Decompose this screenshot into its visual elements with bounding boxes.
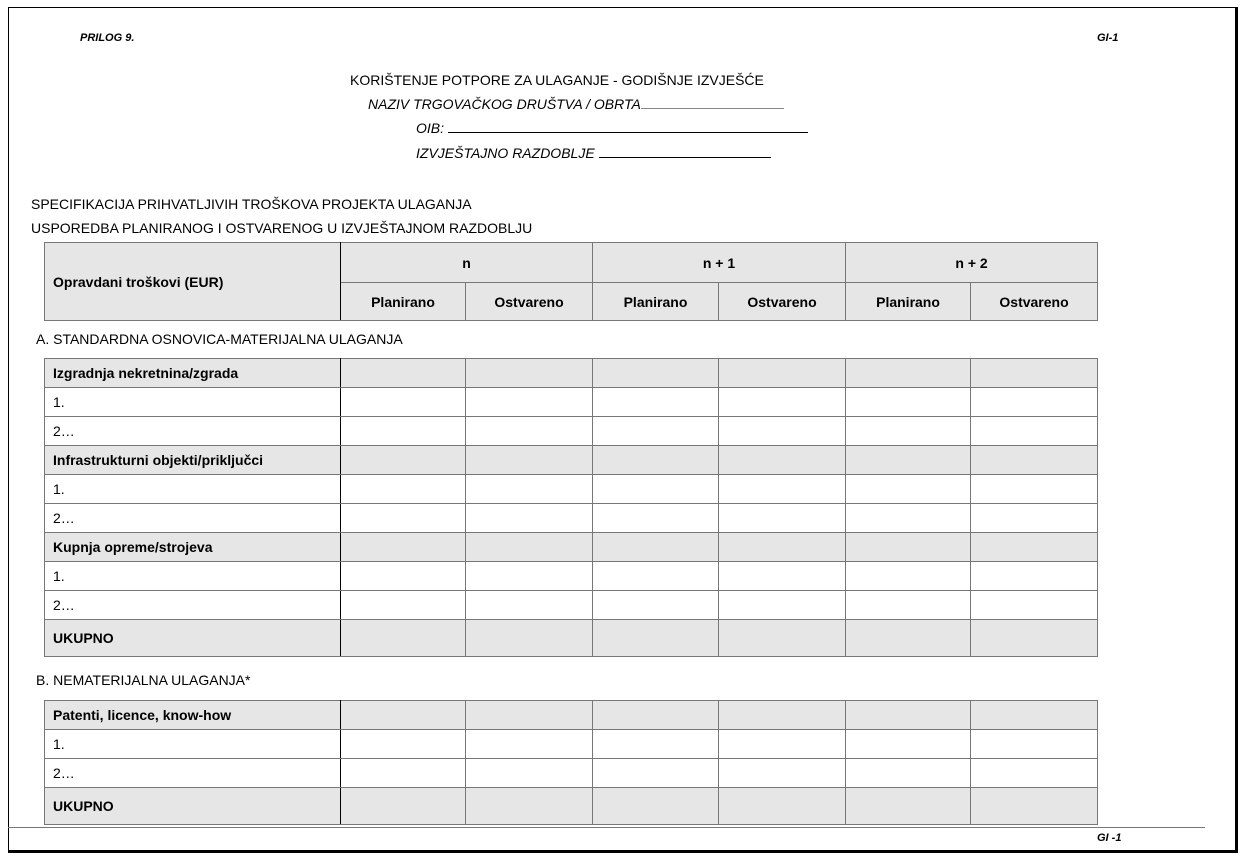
value-cell[interactable]: [846, 417, 971, 446]
header-year: n + 2: [846, 243, 1098, 283]
table-row: [45, 446, 1098, 475]
table-row: [45, 359, 1098, 388]
row-label: 2…: [45, 417, 341, 446]
value-cell[interactable]: [971, 533, 1098, 562]
value-cell[interactable]: [846, 562, 971, 591]
value-cell[interactable]: [593, 701, 719, 730]
header-planned: Planirano: [846, 283, 971, 321]
row-label: UKUPNO: [45, 620, 341, 657]
form-code: GI-1: [1097, 32, 1119, 44]
value-cell[interactable]: [341, 388, 466, 417]
value-cell[interactable]: [846, 759, 971, 788]
header-realized: Ostvareno: [719, 283, 846, 321]
value-cell[interactable]: [466, 475, 593, 504]
oib-label: OIB:: [416, 120, 445, 136]
table-row: [45, 417, 1098, 446]
value-cell[interactable]: [971, 562, 1098, 591]
value-cell[interactable]: [593, 475, 719, 504]
value-cell[interactable]: [846, 788, 971, 825]
row-label: 2…: [45, 591, 341, 620]
value-cell[interactable]: [971, 730, 1098, 759]
value-cell[interactable]: [719, 417, 846, 446]
value-cell[interactable]: [846, 701, 971, 730]
form-title: KORIŠTENJE POTPORE ZA ULAGANJE - GODIŠNJE IZVJEŠĆE: [350, 72, 764, 88]
footer-divider: [8, 827, 1205, 828]
value-cell[interactable]: [971, 788, 1098, 825]
value-cell[interactable]: [971, 591, 1098, 620]
value-cell[interactable]: [971, 620, 1098, 657]
header-costs: Opravdani troškovi (EUR): [45, 243, 341, 321]
value-cell[interactable]: [846, 388, 971, 417]
value-cell[interactable]: [466, 359, 593, 388]
section-b-table: [44, 700, 1098, 825]
value-cell[interactable]: [719, 533, 846, 562]
row-label: 1.: [45, 475, 341, 504]
value-cell[interactable]: [593, 359, 719, 388]
value-cell[interactable]: [719, 701, 846, 730]
oib-field[interactable]: [416, 120, 808, 136]
value-cell[interactable]: [466, 701, 593, 730]
value-cell[interactable]: [593, 417, 719, 446]
value-cell[interactable]: [466, 446, 593, 475]
value-cell[interactable]: [341, 701, 466, 730]
value-cell[interactable]: [466, 730, 593, 759]
row-label: Patenti, licence, know-how: [45, 701, 341, 730]
value-cell[interactable]: [466, 562, 593, 591]
value-cell[interactable]: [593, 533, 719, 562]
value-cell[interactable]: [719, 475, 846, 504]
period-field[interactable]: [416, 145, 771, 161]
footer-code: GI -1: [1097, 832, 1122, 844]
value-cell[interactable]: [846, 446, 971, 475]
value-cell[interactable]: [971, 701, 1098, 730]
value-cell[interactable]: [719, 446, 846, 475]
value-cell[interactable]: [719, 759, 846, 788]
value-cell[interactable]: [466, 388, 593, 417]
value-cell[interactable]: [341, 359, 466, 388]
value-cell[interactable]: [593, 620, 719, 657]
comparison-heading: USPOREDBA PLANIRANOG I OSTVARENOG U IZVJEŠTAJNOM RAZDOBLJU: [31, 220, 533, 236]
section-b-title: B. NEMATERIJALNA ULAGANJA*: [36, 672, 251, 688]
value-cell[interactable]: [719, 504, 846, 533]
row-label: 1.: [45, 730, 341, 759]
value-cell[interactable]: [466, 591, 593, 620]
value-cell[interactable]: [971, 417, 1098, 446]
value-cell[interactable]: [971, 446, 1098, 475]
row-label: 1.: [45, 388, 341, 417]
spec-heading: SPECIFIKACIJA PRIHVATLJIVIH TROŠKOVA PROJEKTA ULAGANJA: [31, 196, 472, 212]
value-cell[interactable]: [971, 759, 1098, 788]
value-cell[interactable]: [466, 533, 593, 562]
value-cell[interactable]: [719, 359, 846, 388]
row-label: UKUPNO: [45, 788, 341, 825]
table-row: [45, 701, 1098, 730]
header-planned: Planirano: [593, 283, 719, 321]
value-cell[interactable]: [341, 759, 466, 788]
value-cell[interactable]: [466, 620, 593, 657]
value-cell[interactable]: [719, 591, 846, 620]
row-label: 2…: [45, 504, 341, 533]
annex-label: PRILOG 9.: [80, 32, 135, 44]
value-cell[interactable]: [593, 759, 719, 788]
value-cell[interactable]: [719, 788, 846, 825]
table-row: [45, 533, 1098, 562]
table-row: [45, 504, 1098, 533]
value-cell[interactable]: [846, 475, 971, 504]
value-cell[interactable]: [341, 446, 466, 475]
value-cell[interactable]: [971, 359, 1098, 388]
row-label: Kupnja opreme/strojeva: [45, 533, 341, 562]
header-realized: Ostvareno: [971, 283, 1098, 321]
value-cell[interactable]: [846, 359, 971, 388]
value-cell[interactable]: [719, 388, 846, 417]
table-row: [45, 562, 1098, 591]
value-cell[interactable]: [341, 730, 466, 759]
value-cell[interactable]: [341, 417, 466, 446]
table-row: [45, 788, 1098, 825]
value-cell[interactable]: [846, 504, 971, 533]
row-label: 2…: [45, 759, 341, 788]
value-cell[interactable]: [341, 533, 466, 562]
value-cell[interactable]: [593, 788, 719, 825]
company-label: NAZIV TRGOVAČKOG DRUŠTVA / OBRTA: [368, 96, 641, 112]
value-cell[interactable]: [466, 417, 593, 446]
value-cell[interactable]: [593, 388, 719, 417]
value-cell[interactable]: [846, 730, 971, 759]
table-row: [45, 759, 1098, 788]
company-field[interactable]: [368, 96, 784, 112]
value-cell[interactable]: [593, 591, 719, 620]
period-label: IZVJEŠTAJNO RAZDOBLJE: [416, 145, 595, 161]
row-label: 1.: [45, 562, 341, 591]
value-cell[interactable]: [466, 504, 593, 533]
value-cell[interactable]: [971, 475, 1098, 504]
header-year: n: [341, 243, 593, 283]
value-cell[interactable]: [593, 504, 719, 533]
value-cell[interactable]: [719, 620, 846, 657]
header-realized: Ostvareno: [466, 283, 593, 321]
value-cell[interactable]: [846, 620, 971, 657]
header-year: n + 1: [593, 243, 846, 283]
value-cell[interactable]: [971, 504, 1098, 533]
value-cell[interactable]: [719, 562, 846, 591]
row-label: Izgradnja nekretnina/zgrada: [45, 359, 341, 388]
value-cell[interactable]: [466, 788, 593, 825]
value-cell[interactable]: [466, 759, 593, 788]
section-a-title: A. STANDARDNA OSNOVICA-MATERIJALNA ULAGANJA: [36, 331, 403, 347]
table-row: [45, 388, 1098, 417]
header-planned: Planirano: [341, 283, 466, 321]
value-cell[interactable]: [846, 533, 971, 562]
table-row: [45, 475, 1098, 504]
value-cell[interactable]: [593, 446, 719, 475]
section-a-table: [44, 358, 1098, 657]
table-row: [45, 591, 1098, 620]
value-cell[interactable]: [593, 562, 719, 591]
value-cell[interactable]: [341, 591, 466, 620]
value-cell[interactable]: [846, 591, 971, 620]
value-cell[interactable]: [593, 730, 719, 759]
value-cell[interactable]: [971, 388, 1098, 417]
table-header: [44, 242, 1098, 321]
value-cell[interactable]: [341, 475, 466, 504]
value-cell[interactable]: [341, 788, 466, 825]
value-cell[interactable]: [719, 730, 846, 759]
row-label: Infrastrukturni objekti/priključci: [45, 446, 341, 475]
value-cell[interactable]: [341, 504, 466, 533]
table-row: [45, 620, 1098, 657]
table-row: [45, 730, 1098, 759]
value-cell[interactable]: [341, 562, 466, 591]
value-cell[interactable]: [341, 620, 466, 657]
